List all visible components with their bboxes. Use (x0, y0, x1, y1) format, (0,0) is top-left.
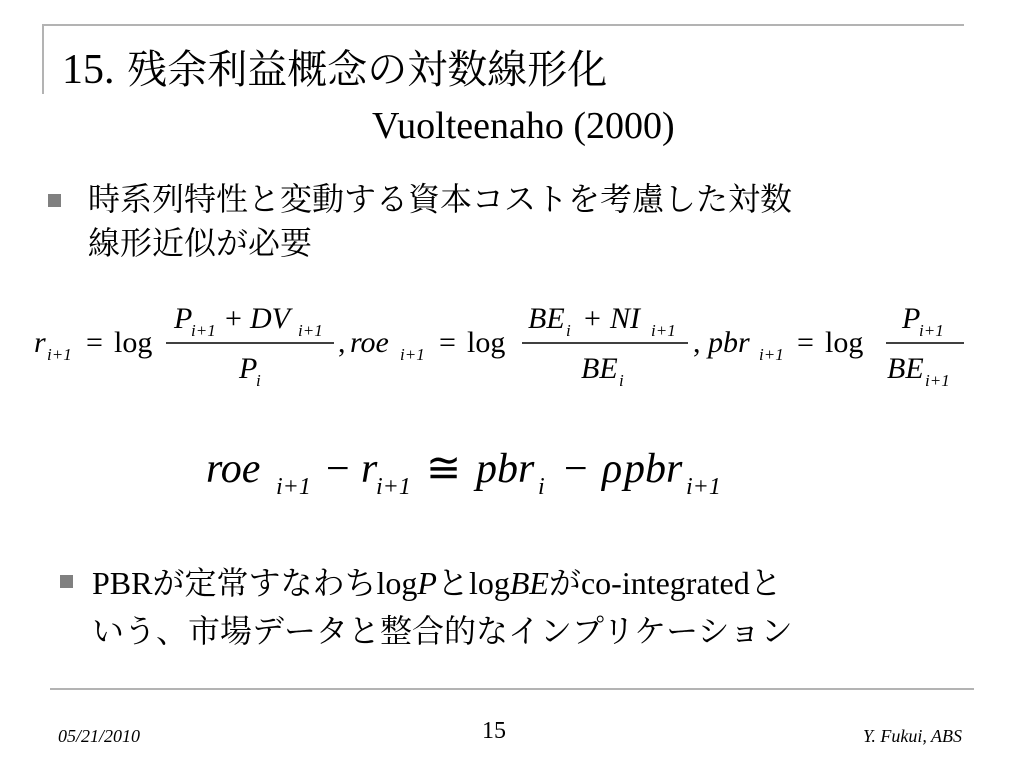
eq2-pbr-b-sub: i+1 (686, 474, 721, 500)
eq2-pbr-a-sub: i (538, 474, 545, 500)
eq1-P-den-sub: i (256, 371, 261, 390)
bullet-2-line-2: いう、市場データと整合的なインプリケーション (92, 612, 793, 650)
slide-subtitle: Vuolteenaho (2000) (372, 105, 675, 147)
bullet-2-to: と (436, 564, 469, 602)
eq1-eq-b: = (439, 326, 456, 359)
eq1-DV: DV (250, 302, 290, 335)
eq1-P-num: P (174, 302, 193, 335)
eq2-r: r (361, 446, 378, 492)
bullet-2-log-p: log (376, 565, 418, 601)
eq1-DV-sub: i+1 (298, 321, 323, 340)
bullet-2-p: P (417, 565, 437, 601)
eq1-P-num-c: P (902, 302, 921, 335)
eq1-BE-den-c-sub: i+1 (925, 371, 950, 390)
eq2-roe-sub: i+1 (276, 474, 311, 500)
bullet-2-ga: が (548, 564, 581, 602)
footer-date: 05/21/2010 (58, 726, 141, 746)
bullet-2-text (92, 559, 1002, 655)
eq1-r-sub: i+1 (47, 345, 72, 364)
eq1-pbr: pbr (708, 326, 750, 359)
bullet-2-be: BE (509, 565, 549, 601)
eq2-roe: roe (206, 446, 261, 492)
bullet-1-line-1: 時系列特性と変動する資本コストを考慮した対数 (88, 180, 793, 218)
title-frame-left-rule (42, 24, 44, 94)
eq1-log-c: log (825, 326, 864, 359)
eq1-BE-den-c: BE (887, 352, 924, 385)
eq1-roe-sub: i+1 (400, 345, 425, 364)
bullet-1-line-2: 線形近似が必要 (88, 224, 313, 262)
eq1-NI-sub: i+1 (651, 321, 676, 340)
bullet-2-pbr: PBR (92, 565, 153, 601)
eq1-log-b: log (467, 326, 506, 359)
eq1-BE-den: BE (581, 352, 618, 385)
bullet-2-part1: が定常すなわち (152, 564, 377, 602)
eq1-plus-a: + (225, 302, 242, 335)
eq2-approx: ≅ (426, 446, 462, 492)
bullet-2-cointegrated: co-integrated (580, 565, 750, 601)
footer-author: Y. Fukui, ABS (862, 726, 962, 746)
equation-approximation (200, 440, 760, 510)
eq1-P-den: P (239, 352, 258, 385)
bullet-marker-2 (60, 575, 73, 588)
bullet-2-to2: と (749, 564, 782, 602)
title-frame-top-rule (42, 24, 964, 26)
slide-title (62, 38, 607, 95)
bullet-2-line-1 (92, 559, 1002, 607)
eq1-pbr-sub: i+1 (759, 345, 784, 364)
eq1-P-num-c-sub: i+1 (919, 321, 944, 340)
eq1-NI: NI (610, 302, 640, 335)
eq2-rho: ρ (602, 446, 623, 492)
eq1-comma-b: , (693, 326, 701, 359)
slide-number-prefix: 15. (62, 47, 115, 93)
eq2-pbr-a: pbr (476, 446, 535, 492)
eq1-log-a: log (114, 326, 153, 359)
bullet-2-log-be: log (468, 565, 510, 601)
bullet-marker-1 (48, 194, 61, 207)
eq2-minus-a: − (326, 446, 350, 492)
eq1-BE-den-sub: i (619, 371, 624, 390)
equation-log-ratios (28, 292, 988, 392)
eq1-plus-b: + (584, 302, 601, 335)
eq1-eq-c: = (797, 326, 814, 359)
eq1-BE-num: BE (528, 302, 565, 335)
footer-rule (50, 688, 974, 690)
eq2-minus-b: − (564, 446, 588, 492)
eq1-BE-num-sub: i (566, 321, 571, 340)
bullet-1-text (88, 177, 988, 265)
slide-title-text: 残余利益概念の対数線形化 (127, 47, 608, 93)
eq2-r-sub: i+1 (376, 474, 411, 500)
eq1-r: r (34, 326, 46, 359)
eq1-eq-a: = (86, 326, 103, 359)
eq2-pbr-b: pbr (624, 446, 683, 492)
eq1-P-num-sub: i+1 (191, 321, 216, 340)
footer-page-number: 15 (482, 718, 506, 744)
eq1-comma-a: , (338, 326, 346, 359)
eq1-roe: roe (350, 326, 389, 359)
